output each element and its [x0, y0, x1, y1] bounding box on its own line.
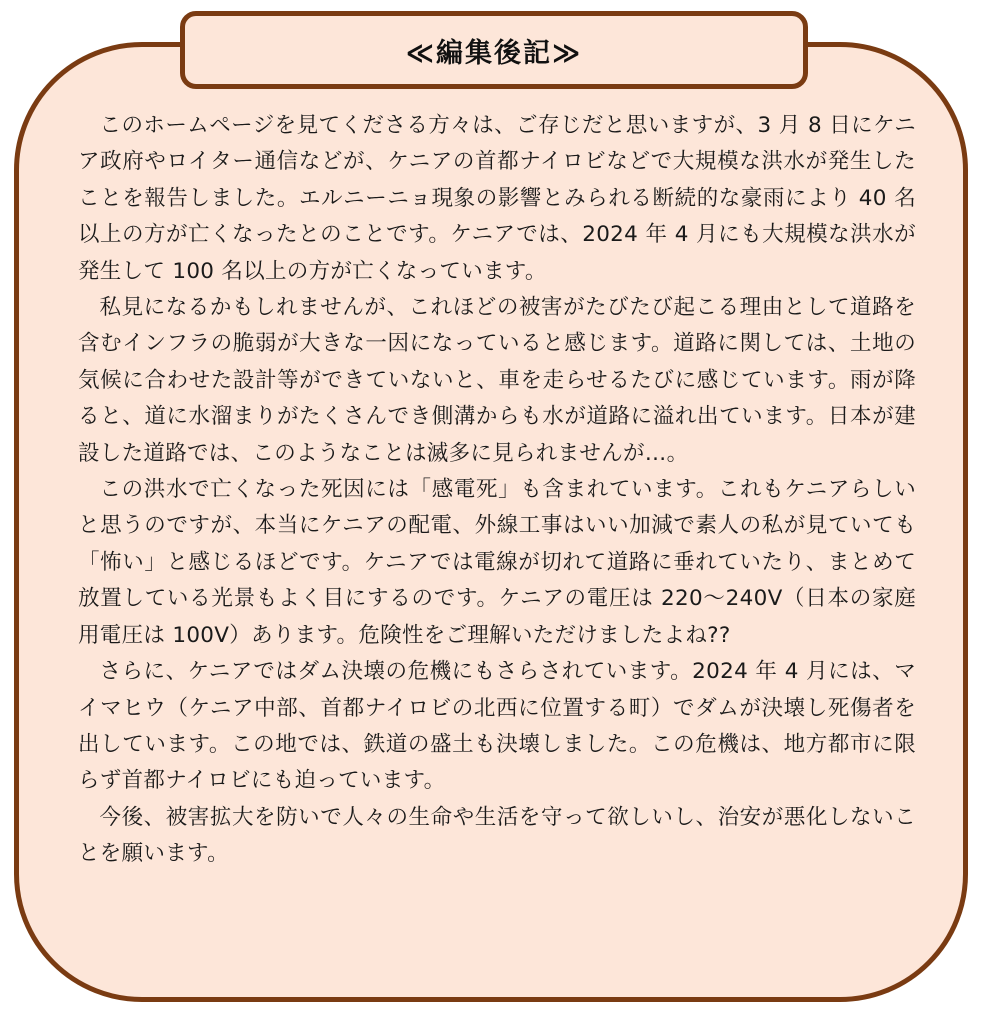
title-box [180, 11, 808, 89]
paragraph-infrastructure: 私見になるかもしれませんが、これほどの被害がたびたび起こる理由として道路を含むインフラの脆弱が大きな一因になっていると感じます。道路に関しては、土地の気候に合わせた設計等ができていないと、車を走らせるたびに感じています。雨が降ると、道に水溜まりがたくさんでき側溝からも水が道路に溢れ出ています。日本が建設した道路では、このようなことは滅多に見られませんが…。 [78, 295, 916, 466]
editorial-body [78, 108, 916, 873]
paragraph-flood-report: このホームページを見てくださる方々は、ご存じだと思いますが、3 月 8 日にケニア政府やロイター通信などが、ケニアの首都ナイロビなどで大規模な洪水が発生したことを報告しました。エルニーニョ現象の影響とみられる断続的な豪雨により 40 名以上の方が亡くなったとのことです。ケニアでは、2024 年 4 月にも大規模な洪水が発生して 100 名以上の方が亡くなっています。 [78, 113, 916, 284]
paragraph-closing-wish: 今後、被害拡大を防いで人々の生命や生活を守って欲しいし、治安が悪化しないことを願います。 [78, 804, 916, 867]
page-title: ≪編集後記≫ [405, 37, 583, 69]
paragraph-dam-collapse: さらに、ケニアではダム決壊の危機にもさらされています。2024 年 4 月には、マイマヒウ（ケニア中部、首都ナイロビの北西に位置する町）でダムが決壊し死傷者を出しています。この地では、鉄道の盛土も決壊しました。この危機は、地方都市に限らず首都ナイロビにも迫っています。 [78, 659, 916, 794]
paragraph-electrocution: この洪水で亡くなった死因には「感電死」も含まれています。これもケニアらしいと思うのですが、本当にケニアの配電、外線工事はいい加減で素人の私が見ていても「怖い」と感じるほどです。ケニアでは電線が切れて道路に垂れていたり、まとめて放置している光景もよく目にするのです。ケニアの電圧は 220～240V（日本の家庭用電圧は 100V）あります。危険性をご理解いただけましたよね?? [78, 477, 916, 648]
